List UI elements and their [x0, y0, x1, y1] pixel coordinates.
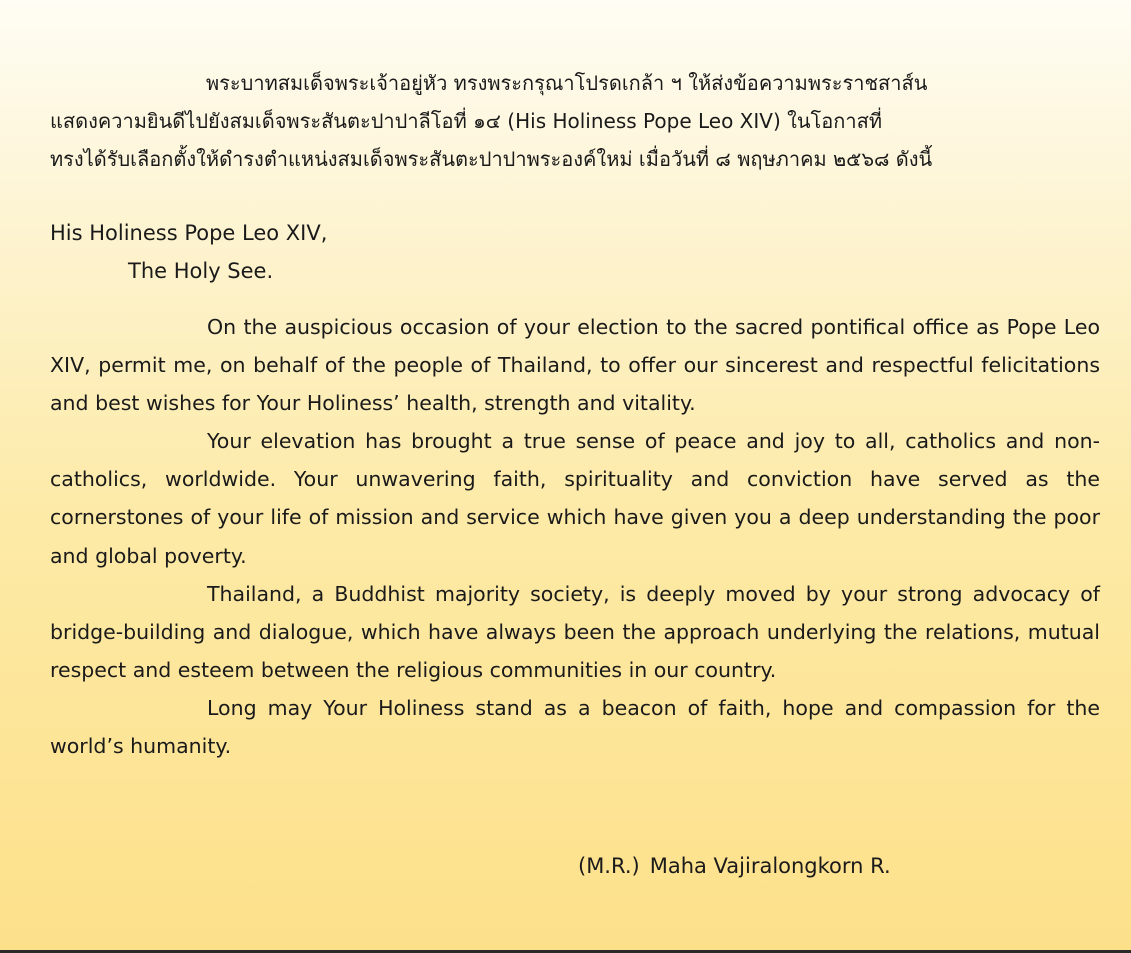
signature-mark: (M.R.): [578, 854, 640, 878]
thai-intro-line-1: พระบาทสมเด็จพระเจ้าอยู่หัว ทรงพระกรุณาโปรดเกล้า ฯ ให้ส่งข้อความพระราชสาส์น: [206, 71, 928, 95]
signature-name: Maha Vajiralongkorn R.: [649, 854, 891, 878]
thai-introduction: [50, 64, 1100, 178]
letter-paragraph-3: Thailand, a Buddhist majority society, is deeply moved by your strong advocacy of bridge-building and dialogue, which have always been the approach underlying the relations, mutual respect and esteem between the religious communities in our country.: [50, 581, 1100, 682]
thai-intro-line-3: ทรงได้รับเลือกตั้งให้ดำรงตำแหน่งสมเด็จพระสันตะปาปาพระองค์ใหม่ เมื่อวันที่ ๘ พฤษภาคม ๒๕๖๘ ดังนี้: [50, 147, 933, 171]
addressee-place: The Holy See.: [128, 259, 274, 283]
letter-body: [50, 308, 1100, 765]
letter-paragraph-1: On the auspicious occasion of your election to the sacred pontifical office as Pope Leo XIV, permit me, on behalf of the people of Thailand, to offer our sincerest and respectful felicitations and best wishes for Your Holiness’ health, strength and vitality.: [50, 315, 1100, 416]
signature-block: [578, 847, 891, 885]
addressee-name: His Holiness Pope Leo XIV,: [50, 221, 328, 245]
addressee-block: [50, 214, 327, 290]
letter-paragraph-4: Long may Your Holiness stand as a beacon of faith, hope and compassion for the world’s humanity.: [50, 695, 1100, 759]
thai-intro-line-2: แสดงความยินดีไปยังสมเด็จพระสันตะปาปาลีโอที่ ๑๔ (His Holiness Pope Leo XIV) ในโอกาสที่: [50, 109, 883, 133]
letter-paragraph-2: Your elevation has brought a true sense of peace and joy to all, catholics and non-catholics, worldwide. Your unwavering faith, spirituality and conviction have served as the cornerstones of your life of mission and service which have given you a deep understanding the poor and global poverty.: [50, 429, 1100, 568]
